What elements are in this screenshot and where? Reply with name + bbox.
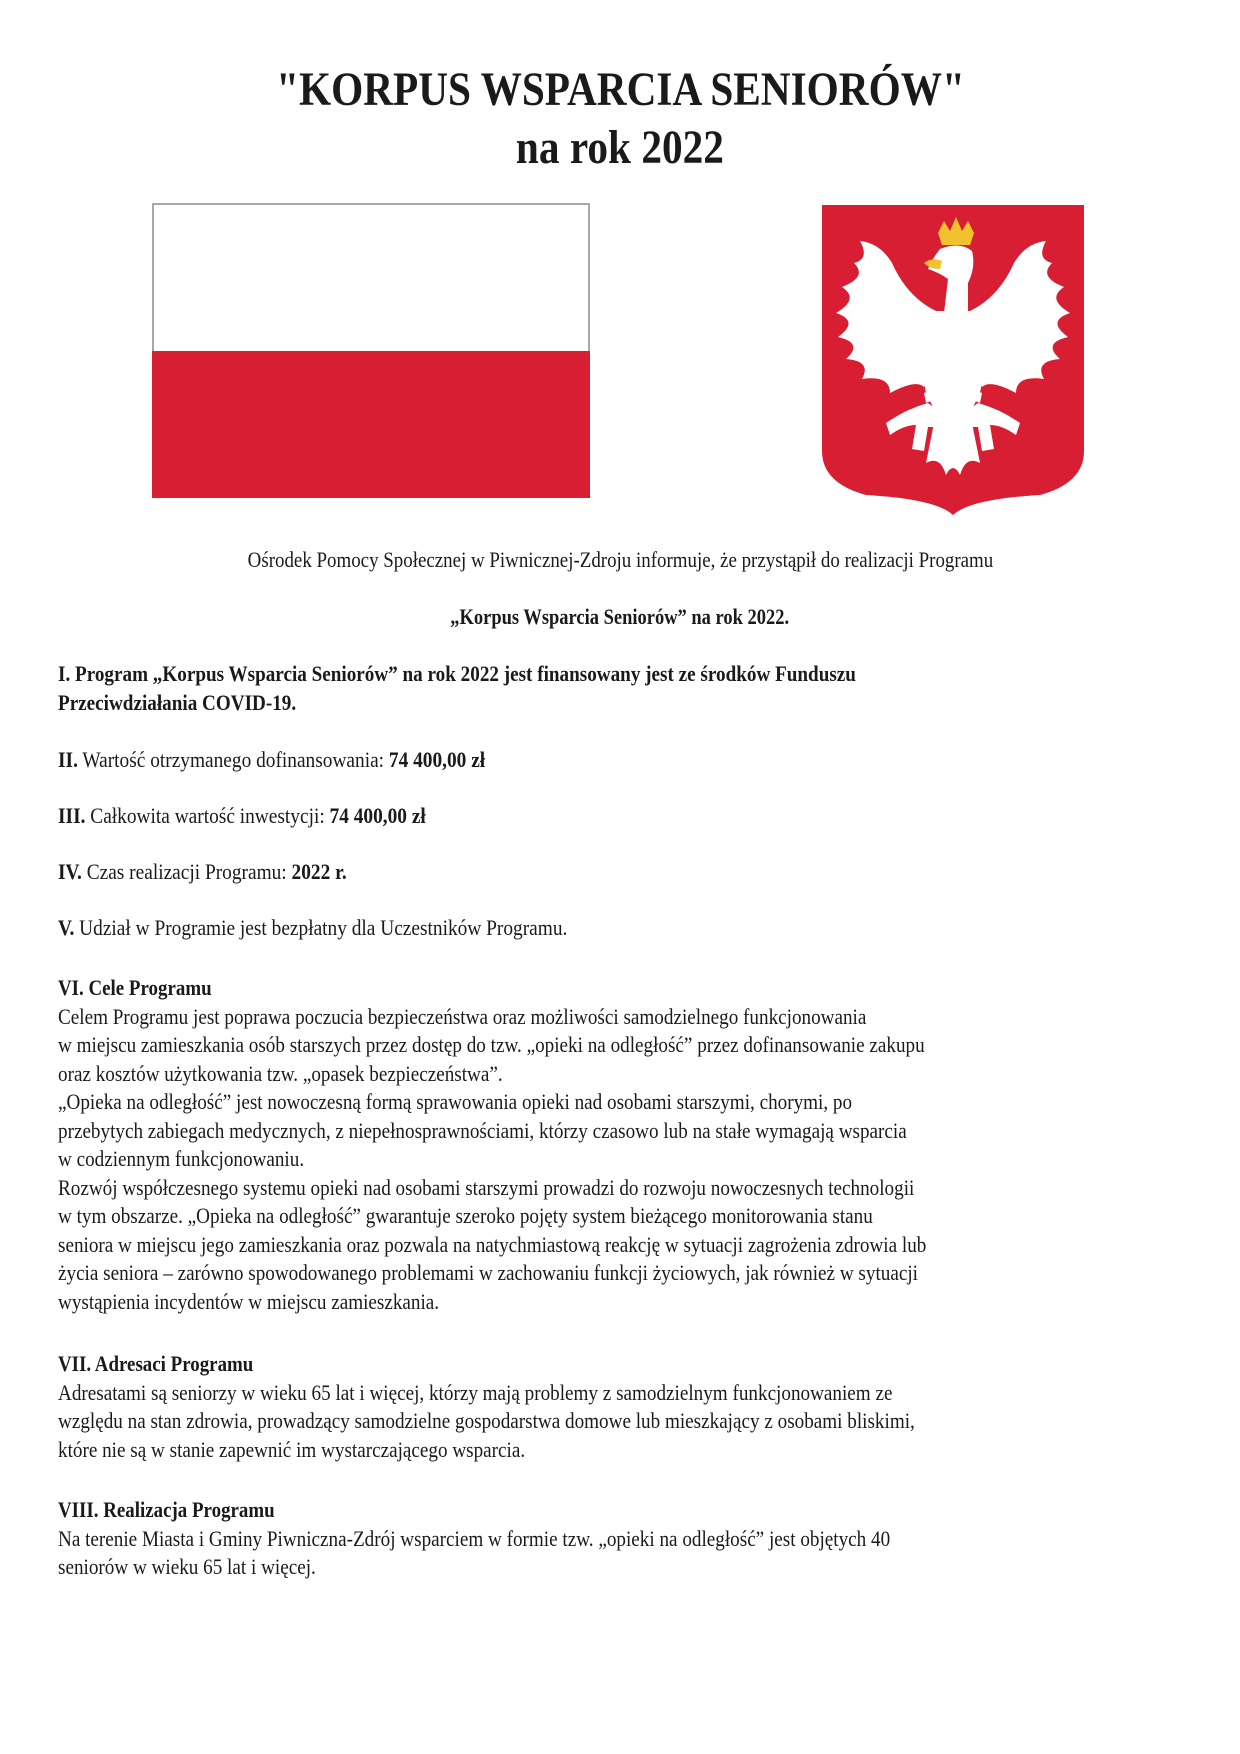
section-I-line1: I. Program „Korpus Wsparcia Seniorów” na rok 2022 jest finansowany jest ze środków Funduszu	[58, 661, 856, 686]
section-VI-line: przebytych zabiegach medycznych, z niepełnosprawnościami, którzy czasowo lub na stałe wymagają wsparcia	[58, 1117, 907, 1143]
section-VIII-heading: VIII. Realizacja Programu	[58, 1497, 275, 1522]
section-I-line2: Przeciwdziałania COVID-19.	[58, 689, 297, 715]
intro-text: Ośrodek Pomocy Społecznej w Piwnicznej-Zdroju informuje, że przystąpił do realizacji Programu	[247, 547, 993, 572]
section-IV: IV. Czas realizacji Programu: 2022 r.	[58, 859, 347, 884]
section-VII-line: Adresatami są seniorzy w wieku 65 lat i więcej, którzy mają problemy z samodzielnym funkcjonowaniem ze	[58, 1379, 893, 1405]
section-VI-line: w miejscu zamieszkania osób starszych przez dostęp do tzw. „opieki na odległość” przez dofinansowanie zakupu	[58, 1032, 925, 1057]
section-VI-line: w codziennym funkcjonowaniu.	[58, 1146, 305, 1171]
section-VI-line: Rozwój współczesnego systemu opieki nad osobami starszymi prowadzi do rozwoju nowoczesnych technologii	[58, 1174, 915, 1200]
section-VIII-line: Na terenie Miasta i Gminy Piwniczna-Zdrój wsparciem w formie tzw. „opieki na odległość” jest objętych 40	[58, 1525, 891, 1551]
section-I	[58, 660, 1182, 717]
section-VII	[58, 1350, 1182, 1464]
investment-value: 74 400,00 zł	[329, 803, 426, 828]
section-VII-heading: VII. Adresaci Programu	[58, 1351, 254, 1376]
section-VI-line: „Opieka na odległość” jest nowoczesną formą sprawowania opieki nad osobami starszymi, chorymi, po	[58, 1089, 853, 1114]
section-VII-line: które nie są w stanie zapewnić im wystarczającego wsparcia.	[58, 1436, 526, 1462]
polish-flag-image	[152, 203, 590, 496]
document-subtitle-year: na rok 2022	[516, 121, 724, 174]
section-VI-line: wystąpienia incydentów w miejscu zamieszkania.	[58, 1288, 440, 1314]
section-III: III. Całkowita wartość inwestycji: 74 400,00 zł	[58, 803, 426, 828]
section-VIII-line: seniorów w wieku 65 lat i więcej.	[58, 1554, 316, 1579]
flag-white-stripe	[154, 205, 588, 351]
document-title: "KORPUS WSPARCIA SENIORÓW"	[275, 63, 965, 116]
section-VI-line: seniora w miejscu jego zamieszkania oraz pozwala na natychmiastową reakcję w sytuacji zagrożenia zdrowia lub	[58, 1231, 927, 1257]
section-VIII	[58, 1496, 1182, 1582]
polish-coat-of-arms-icon	[820, 203, 1086, 515]
section-II: II. Wartość otrzymanego dofinansowania: 74 400,00 zł	[58, 747, 486, 772]
section-VI-line: w tym obszarze. „Opieka na odległość” gwarantuje szeroko pojęty system bieżącego monitorowania stanu	[58, 1203, 873, 1228]
section-VI-line: oraz kosztów użytkowania tzw. „opasek bezpieczeństwa”.	[58, 1060, 503, 1086]
section-VI-heading: VI. Cele Programu	[58, 975, 212, 1000]
section-VI-line: Celem Programu jest poprawa poczucia bezpieczeństwa oraz możliwości samodzielnego funkcjonowania	[58, 1003, 867, 1029]
section-VI	[58, 974, 1182, 1316]
flag-red-stripe	[152, 351, 590, 498]
funding-value: 74 400,00 zł	[388, 747, 486, 772]
section-VII-line: względu na stan zdrowia, prowadzący samodzielne gospodarstwa domowe lub mieszkający z osobami bliskimi,	[58, 1408, 915, 1433]
section-V: V. Udział w Programie jest bezpłatny dla Uczestników Programu.	[58, 915, 568, 940]
realization-year: 2022 r.	[291, 859, 347, 884]
program-name: „Korpus Wsparcia Seniorów” na rok 2022.	[450, 604, 790, 629]
section-VI-line: życia seniora – zarówno spowodowanego problemami w zachowaniu funkcji życiowych, jak również w sytuacji	[58, 1260, 918, 1285]
